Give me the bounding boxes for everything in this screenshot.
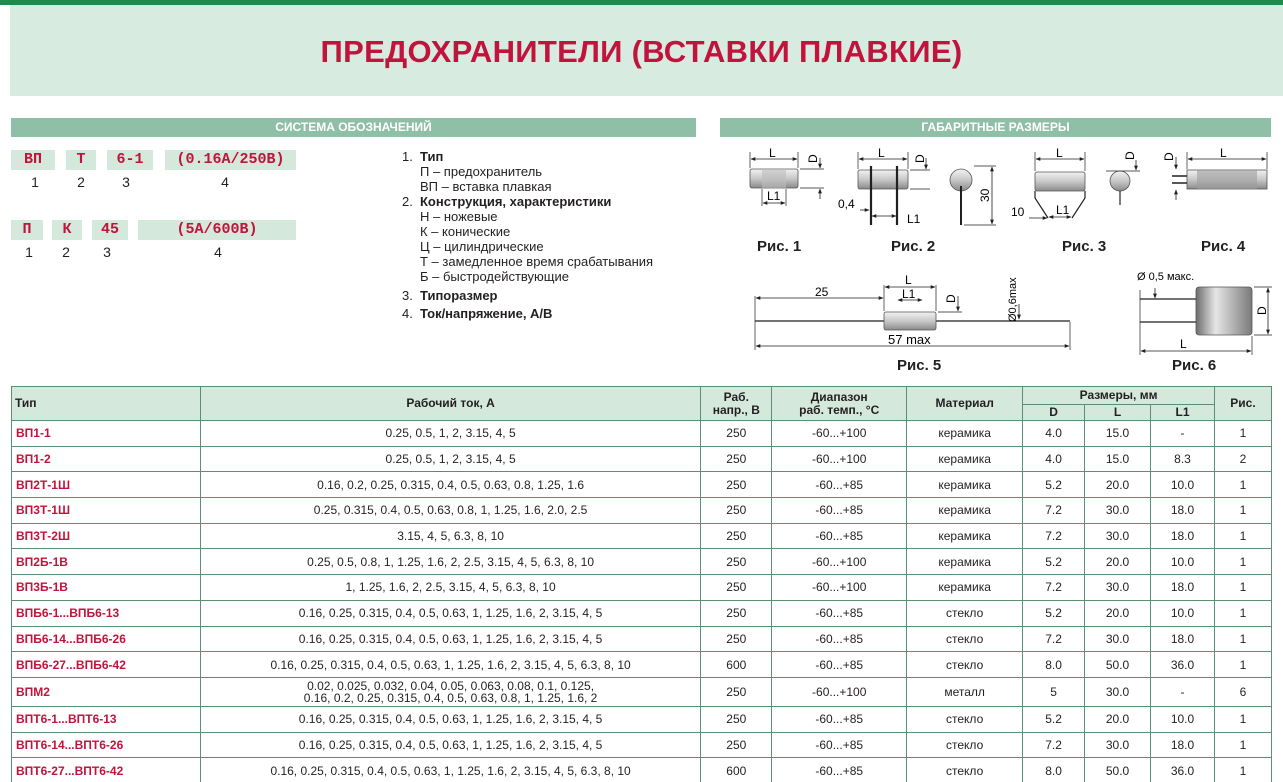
table-row (12, 626, 1272, 652)
fig1-drawing (750, 146, 824, 206)
page-title: ПРЕДОХРАНИТЕЛИ (ВСТАВКИ ПЛАВКИЕ) (320, 34, 963, 69)
cell-l1: 8.3 (1151, 446, 1215, 472)
cell-type: ВПТ6-14...ВПТ6-26 (12, 732, 201, 758)
fig6-label-d: D (1255, 306, 1269, 315)
cell-fig: 6 (1214, 677, 1271, 706)
table-row (12, 549, 1272, 575)
cell-material: стекло (907, 706, 1023, 732)
cell-type: ВПБ6-27...ВПБ6-42 (12, 652, 201, 678)
cell-l1: 18.0 (1151, 732, 1215, 758)
legend-line: ВП – вставка плавкая (420, 179, 552, 194)
legend-line: Т – замедленное время срабатывания (420, 254, 654, 269)
fig2-label-l: L (878, 146, 885, 160)
cell-d: 7.2 (1023, 626, 1085, 652)
cell-current: 0.16, 0.25, 0.315, 0.4, 0.5, 0.63, 1, 1.25, 1.6, 2, 3.15, 4, 5, 6.3, 8, 10 (200, 758, 700, 782)
cell-type: ВПБ6-1...ВПБ6-13 (12, 600, 201, 626)
legend-number: 4. (402, 306, 413, 321)
cell-fig: 2 (1214, 446, 1271, 472)
cell-temp: -60...+85 (772, 472, 907, 498)
cell-voltage: 250 (701, 626, 772, 652)
spec-table-body (12, 421, 1272, 782)
cell-fig: 1 (1214, 549, 1271, 575)
cell-current: 3.15, 4, 5, 6.3, 8, 10 (200, 523, 700, 549)
cell-l: 30.0 (1085, 732, 1151, 758)
fig4-drawing (1162, 146, 1267, 200)
fig2-drawing (838, 146, 996, 226)
cell-type: ВП3Б-1В (12, 575, 201, 601)
cell-fig: 1 (1214, 652, 1271, 678)
fig5-drawing (755, 273, 1070, 350)
cell-current: 1, 1.25, 1.6, 2, 2.5, 3.15, 4, 5, 6.3, 8, 10 (200, 575, 700, 601)
header-current: Рабочий ток, А (200, 387, 700, 421)
table-row (12, 575, 1272, 601)
code-box-construction: Т (66, 150, 96, 170)
fig1-label-d: D (806, 154, 820, 163)
fig3-label-d: D (1123, 151, 1137, 160)
cell-fig: 1 (1214, 523, 1271, 549)
fig3-caption: Рис. 3 (1062, 238, 1107, 255)
cell-voltage: 600 (701, 652, 772, 678)
header-voltage (701, 387, 772, 421)
cell-type: ВПТ6-1...ВПТ6-13 (12, 706, 201, 732)
legend-heading: Типоразмер (420, 288, 498, 303)
cell-temp: -60...+85 (772, 523, 907, 549)
cell-d: 7.2 (1023, 498, 1085, 524)
header-type: Тип (12, 387, 201, 421)
cell-l: 30.0 (1085, 575, 1151, 601)
table-row (12, 706, 1272, 732)
cell-l: 20.0 (1085, 472, 1151, 498)
code-box-rating: (0.16А/250В) (165, 150, 296, 170)
cell-type: ВПМ2 (12, 677, 201, 706)
fig4-label-d: D (1162, 152, 1176, 161)
code-num: 2 (62, 244, 70, 260)
cell-l: 15.0 (1085, 446, 1151, 472)
cell-current: 0.25, 0.5, 1, 2, 3.15, 4, 5 (200, 421, 700, 447)
cell-d: 5.2 (1023, 706, 1085, 732)
cell-voltage: 600 (701, 758, 772, 782)
cell-l1: 10.0 (1151, 549, 1215, 575)
dimensions-section-header: ГАБАРИТНЫЕ РАЗМЕРЫ (720, 118, 1271, 137)
header-sizes: Размеры, мм (1023, 387, 1215, 405)
code-num: 4 (214, 244, 222, 260)
legend-line: К – конические (420, 224, 511, 239)
header-l: L (1085, 405, 1151, 421)
table-row (12, 498, 1272, 524)
cell-voltage: 250 (701, 498, 772, 524)
cell-l: 20.0 (1085, 549, 1151, 575)
cell-d: 7.2 (1023, 732, 1085, 758)
cell-l1: - (1151, 677, 1215, 706)
cell-d: 7.2 (1023, 523, 1085, 549)
fig6-label-l: L (1180, 337, 1187, 351)
code-box-rating: (5А/600В) (138, 220, 296, 240)
code-num: 2 (77, 174, 85, 190)
header-material: Материал (907, 387, 1023, 421)
cell-temp: -60...+100 (772, 575, 907, 601)
cell-l: 15.0 (1085, 421, 1151, 447)
fuse-spec-table (11, 386, 1272, 782)
fig2-label-height: 30 (978, 188, 992, 202)
cell-voltage: 250 (701, 677, 772, 706)
legend-number: 2. (402, 194, 413, 209)
cell-material: керамика (907, 421, 1023, 447)
cell-temp: -60...+85 (772, 758, 907, 782)
header-voltage-line: Раб. (723, 389, 749, 404)
fig2-label-l1: L1 (907, 212, 921, 226)
fig2-label-wire: 0,4 (838, 197, 855, 211)
cell-l1: 36.0 (1151, 758, 1215, 782)
cell-d: 5 (1023, 677, 1085, 706)
cell-fig: 1 (1214, 421, 1271, 447)
table-row (12, 421, 1272, 447)
cell-current: 0.16, 0.25, 0.315, 0.4, 0.5, 0.63, 1, 1.25, 1.6, 2, 3.15, 4, 5 (200, 626, 700, 652)
fig1-caption: Рис. 1 (757, 238, 802, 255)
cell-l: 50.0 (1085, 758, 1151, 782)
legend-heading: Тип (420, 149, 444, 164)
cell-d: 7.2 (1023, 575, 1085, 601)
cell-type: ВПТ6-27...ВПТ6-42 (12, 758, 201, 782)
cell-d: 5.2 (1023, 549, 1085, 575)
fig5-label-d: D (944, 294, 958, 303)
cell-voltage: 250 (701, 446, 772, 472)
cell-type: ВП1-1 (12, 421, 201, 447)
cell-d: 8.0 (1023, 652, 1085, 678)
cell-fig: 1 (1214, 600, 1271, 626)
cell-current: 0.16, 0.25, 0.315, 0.4, 0.5, 0.63, 1, 1.25, 1.6, 2, 3.15, 4, 5, 6.3, 8, 10 (200, 652, 700, 678)
cell-type: ВП2Т-1Ш (12, 472, 201, 498)
fig6-label-pin: Ø 0,5 макс. (1137, 271, 1195, 283)
fig3-drawing (1011, 146, 1140, 219)
cell-temp: -60...+85 (772, 600, 907, 626)
cell-temp: -60...+85 (772, 652, 907, 678)
cell-temp: -60...+85 (772, 706, 907, 732)
designation-section-header: СИСТЕМА ОБОЗНАЧЕНИЙ (11, 118, 696, 137)
table-row (12, 446, 1272, 472)
cell-current: 0.16, 0.25, 0.315, 0.4, 0.5, 0.63, 1, 1.25, 1.6, 2, 3.15, 4, 5 (200, 706, 700, 732)
cell-l1: 36.0 (1151, 652, 1215, 678)
fig1-label-l: L (769, 146, 776, 160)
legend-number: 1. (402, 149, 413, 164)
fig6-drawing (1137, 271, 1272, 355)
fig4-caption: Рис. 4 (1201, 238, 1246, 255)
cell-voltage: 250 (701, 706, 772, 732)
cell-material: керамика (907, 523, 1023, 549)
header-temp-line: Диапазон (810, 389, 868, 404)
cell-current: 0.16, 0.25, 0.315, 0.4, 0.5, 0.63, 1, 1.25, 1.6, 2, 3.15, 4, 5 (200, 732, 700, 758)
cell-fig: 1 (1214, 575, 1271, 601)
legend-number: 3. (402, 288, 413, 303)
fig5-caption: Рис. 5 (897, 357, 942, 374)
table-row (12, 523, 1272, 549)
table-row (12, 600, 1272, 626)
cell-d: 5.2 (1023, 600, 1085, 626)
code-box-type: ВП (11, 150, 55, 170)
cell-type: ВП3Т-1Ш (12, 498, 201, 524)
cell-voltage: 250 (701, 600, 772, 626)
cell-fig: 1 (1214, 706, 1271, 732)
fig5-label-l1: L1 (902, 287, 916, 301)
cell-current-line: 0.16, 0.2, 0.25, 0.315, 0.4, 0.5, 0.63, 0.8, 1, 1.25, 1.6, 2 (303, 690, 598, 705)
cell-current-line: 0.02, 0.025, 0.032, 0.04, 0.05, 0.063, 0.08, 0.1, 0.125, (307, 678, 595, 693)
cell-material: стекло (907, 626, 1023, 652)
table-row (12, 732, 1272, 758)
header-temp (772, 387, 907, 421)
code-num: 3 (103, 244, 111, 260)
cell-d: 4.0 (1023, 446, 1085, 472)
fig2-caption: Рис. 2 (891, 238, 936, 255)
legend-line: П – предохранитель (420, 164, 543, 179)
code-num: 1 (31, 174, 39, 190)
dimension-drawings (0, 0, 1283, 386)
cell-temp: -60...+100 (772, 421, 907, 447)
table-row (12, 677, 1272, 706)
fig5-label-lead: 25 (815, 285, 829, 299)
cell-current: 0.16, 0.2, 0.25, 0.315, 0.4, 0.5, 0.63, 0.8, 1.25, 1.6 (200, 472, 700, 498)
cell-material: керамика (907, 549, 1023, 575)
cell-d: 8.0 (1023, 758, 1085, 782)
cell-material: стекло (907, 758, 1023, 782)
cell-voltage: 250 (701, 732, 772, 758)
cell-temp: -60...+85 (772, 498, 907, 524)
cell-material: керамика (907, 498, 1023, 524)
table-row (12, 758, 1272, 782)
fig4-label-l: L (1220, 146, 1227, 160)
cell-voltage: 250 (701, 472, 772, 498)
code-num: 3 (122, 174, 130, 190)
cell-l1: 10.0 (1151, 600, 1215, 626)
legend-line: Б – быстродействующие (420, 269, 569, 284)
cell-material: керамика (907, 472, 1023, 498)
cell-current: 0.25, 0.5, 1, 2, 3.15, 4, 5 (200, 446, 700, 472)
legend-heading: Конструкция, характеристики (420, 194, 612, 209)
table-row (12, 652, 1272, 678)
header-voltage-line: напр., В (712, 402, 760, 417)
fig5-label-diameter: Ø0,6max (1007, 277, 1019, 322)
cell-voltage: 250 (701, 575, 772, 601)
cell-l1: 18.0 (1151, 523, 1215, 549)
fig3-label-tab: 10 (1011, 205, 1025, 219)
cell-l1: 10.0 (1151, 472, 1215, 498)
cell-voltage: 250 (701, 549, 772, 575)
cell-current: 0.16, 0.25, 0.315, 0.4, 0.5, 0.63, 1, 1.25, 1.6, 2, 3.15, 4, 5 (200, 600, 700, 626)
code-box-construction: К (52, 220, 82, 240)
cell-d: 4.0 (1023, 421, 1085, 447)
code-num: 4 (221, 174, 229, 190)
cell-type: ВПБ6-14...ВПБ6-26 (12, 626, 201, 652)
fig3-label-l: L (1056, 146, 1063, 160)
fig5-label-l: L (905, 273, 912, 287)
cell-voltage: 250 (701, 421, 772, 447)
code-box-size: 6-1 (107, 150, 153, 170)
fig3-label-l1: L1 (1056, 203, 1070, 217)
cell-voltage: 250 (701, 523, 772, 549)
cell-fig: 1 (1214, 732, 1271, 758)
cell-temp: -60...+100 (772, 549, 907, 575)
cell-current: 0.25, 0.5, 0.8, 1, 1.25, 1.6, 2, 2.5, 3.15, 4, 5, 6.3, 8, 10 (200, 549, 700, 575)
fig6-caption: Рис. 6 (1172, 357, 1217, 374)
header-l1: L1 (1151, 405, 1215, 421)
cell-l1: 10.0 (1151, 706, 1215, 732)
cell-l1: 18.0 (1151, 626, 1215, 652)
cell-fig: 1 (1214, 472, 1271, 498)
legend-line: Н – ножевые (420, 209, 498, 224)
cell-l: 30.0 (1085, 677, 1151, 706)
cell-temp: -60...+100 (772, 446, 907, 472)
cell-material: стекло (907, 600, 1023, 626)
cell-type: ВП2Б-1В (12, 549, 201, 575)
cell-material: керамика (907, 446, 1023, 472)
code-num: 1 (25, 244, 33, 260)
code-box-size: 45 (92, 220, 128, 240)
fig2-label-d: D (913, 154, 927, 163)
fig1-label-l1: L1 (767, 189, 781, 203)
legend-heading: Ток/напряжение, А/В (420, 306, 553, 321)
cell-l: 50.0 (1085, 652, 1151, 678)
cell-type: ВП1-2 (12, 446, 201, 472)
cell-l: 20.0 (1085, 706, 1151, 732)
code-box-type: П (11, 220, 43, 240)
cell-fig: 1 (1214, 498, 1271, 524)
cell-l: 30.0 (1085, 498, 1151, 524)
header-temp-line: раб. темп., °С (799, 402, 880, 417)
cell-l1: - (1151, 421, 1215, 447)
cell-temp: -60...+85 (772, 626, 907, 652)
cell-type: ВП3Т-2Ш (12, 523, 201, 549)
cell-d: 5.2 (1023, 472, 1085, 498)
cell-l: 30.0 (1085, 626, 1151, 652)
fig5-label-total: 57 max (888, 332, 931, 347)
cell-material: керамика (907, 575, 1023, 601)
cell-temp: -60...+100 (772, 677, 907, 706)
cell-material: стекло (907, 652, 1023, 678)
legend-line: Ц – цилиндрические (420, 239, 544, 254)
header-d: D (1023, 405, 1085, 421)
cell-l: 20.0 (1085, 600, 1151, 626)
table-row (12, 472, 1272, 498)
cell-current (200, 677, 700, 706)
cell-l: 30.0 (1085, 523, 1151, 549)
cell-material: стекло (907, 732, 1023, 758)
cell-material: металл (907, 677, 1023, 706)
cell-fig: 1 (1214, 626, 1271, 652)
cell-l1: 18.0 (1151, 498, 1215, 524)
cell-current: 0.25, 0.315, 0.4, 0.5, 0.63, 0.8, 1, 1.25, 1.6, 2.0, 2.5 (200, 498, 700, 524)
cell-temp: -60...+85 (772, 732, 907, 758)
cell-l1: 18.0 (1151, 575, 1215, 601)
cell-fig: 1 (1214, 758, 1271, 782)
header-fig: Рис. (1214, 387, 1271, 421)
